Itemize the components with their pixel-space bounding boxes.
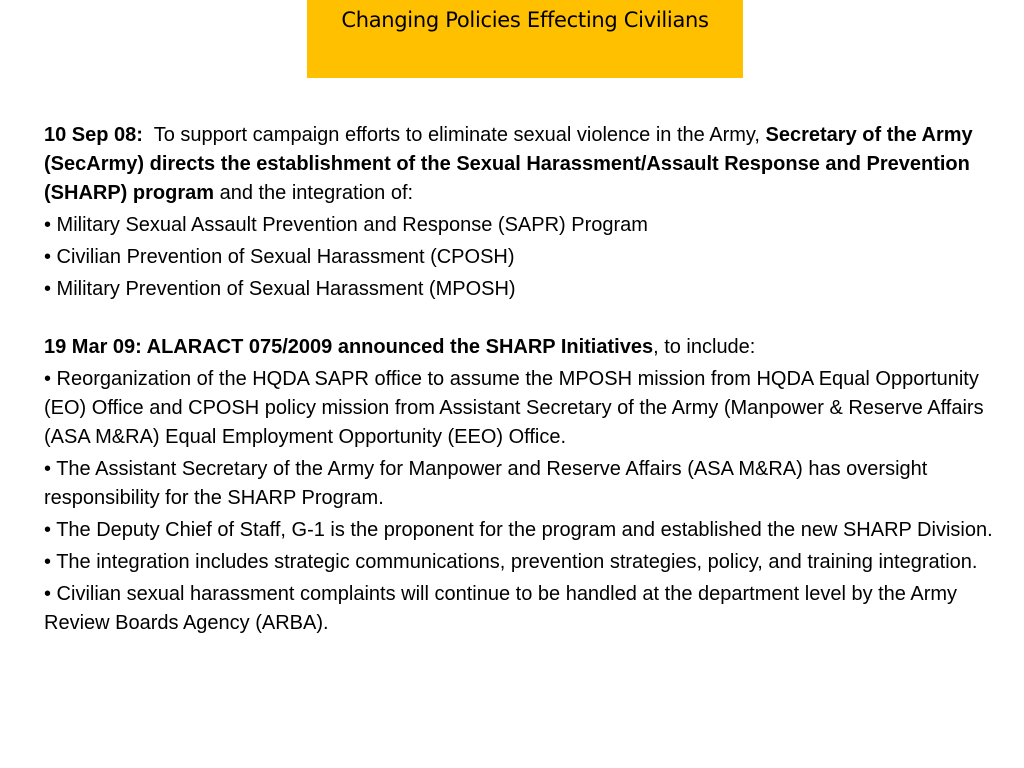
section1-date: 10 Sep 08:	[44, 124, 143, 146]
list-item: • The Deputy Chief of Staff, G-1 is the proponent for the program and established the new SHARP Division.	[44, 519, 993, 541]
list-item: • Military Sexual Assault Prevention and Response (SAPR) Program	[44, 214, 648, 236]
section1-bold-statement: Secretary of the Army (SecArmy) directs the establishment of the Sexual Harassment/Assault Response and Prevention (SHARP) program	[44, 124, 973, 204]
section1-tail: and the integration of:	[219, 182, 414, 204]
section2-tail: , to include:	[653, 336, 756, 358]
slide-title: Changing Policies Effecting Civilians	[341, 8, 709, 32]
list-item: • The integration includes strategic communications, prevention strategies, policy, and training integration.	[44, 551, 978, 573]
section1-paragraph	[44, 121, 994, 208]
list-item: • Military Prevention of Sexual Harassment (MPOSH)	[44, 278, 516, 300]
slide-body	[44, 121, 994, 638]
section1-intro: To support campaign efforts to eliminate sexual violence in the Army,	[153, 124, 760, 146]
list-item: • Civilian sexual harassment complaints will continue to be handled at the department level by the Army Review Boards Agency (ARBA).	[44, 583, 958, 634]
list-item: • Civilian Prevention of Sexual Harassment (CPOSH)	[44, 246, 515, 268]
section-spacer	[44, 304, 994, 333]
title-banner	[307, 0, 743, 78]
section2-heading: 19 Mar 09: ALARACT 075/2009 announced the SHARP Initiatives	[44, 336, 654, 358]
section2-paragraph	[44, 333, 994, 362]
list-item: • Reorganization of the HQDA SAPR office to assume the MPOSH mission from HQDA Equal Opportunity (EO) Office and CPOSH policy mission from Assistant Secretary of the Army (Manpower & Reserve Affairs (ASA M&RA) Equal Employment Opportunity (EEO) Office.	[44, 368, 984, 448]
list-item: • The Assistant Secretary of the Army for Manpower and Reserve Affairs (ASA M&RA) has oversight responsibility for the SHARP Program.	[44, 458, 928, 509]
